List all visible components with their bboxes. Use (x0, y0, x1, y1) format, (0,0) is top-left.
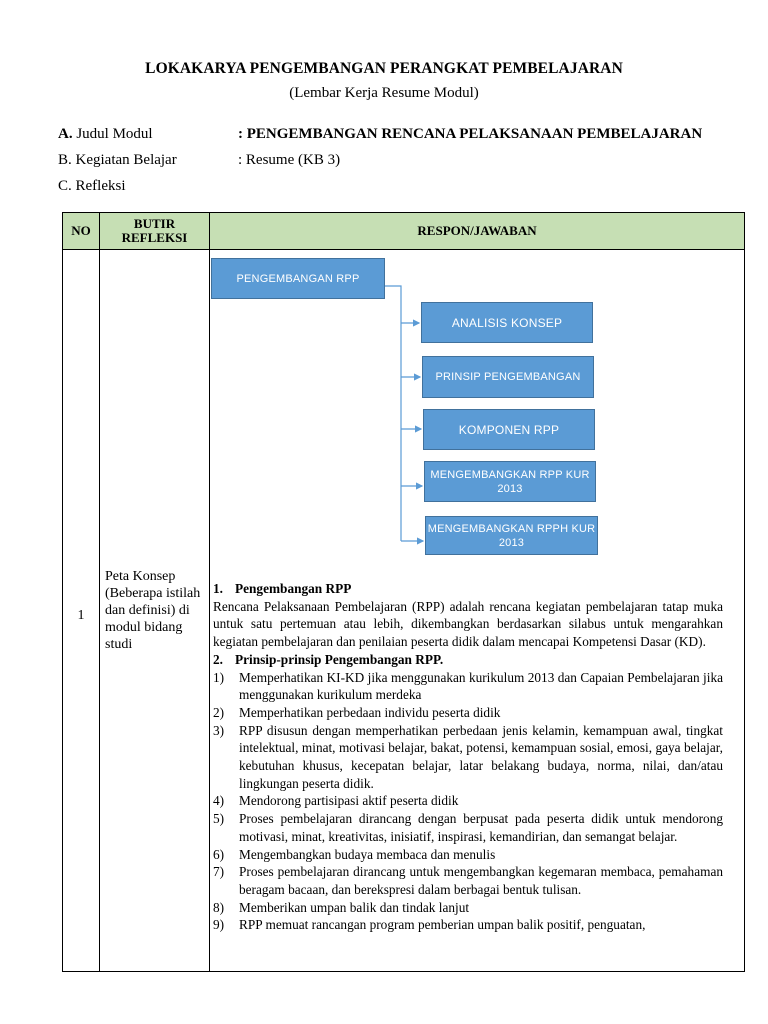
info-row-reflection (58, 178, 238, 195)
concept-child-box: KOMPONEN RPP (423, 409, 595, 450)
header-butir: BUTIR REFLEKSI (121, 216, 188, 245)
reflection-table (62, 212, 745, 972)
header-respon: RESPON/JAWABAN (417, 223, 537, 238)
row-number: 1 (77, 608, 85, 623)
info-value: : PENGEMBANGAN RENCANA PELAKSANAAN PEMBELAJARAN (238, 126, 703, 142)
info-label: Judul Modul (76, 126, 153, 142)
info-row-activity (58, 152, 340, 169)
info-row-module-title (58, 126, 702, 143)
document-subtitle: (Lembar Kerja Resume Modul) (289, 85, 479, 101)
principles-list (213, 669, 723, 935)
list-item: 2) Memperhatikan perbedaan individu peserta didik (213, 704, 501, 720)
header-no: NO (71, 223, 91, 238)
concept-child-box: MENGEMBANGKAN RPPH KUR 2013 (425, 516, 598, 555)
list-item: 7) Proses pembelajaran dirancang untuk mengembangkan kegemaran membaca, pemahaman beragam bacaan, dan berekspresi dalam berbagai bentuk tulisan. (213, 864, 723, 897)
list-item: 3) RPP disusun dengan memperhatikan perbedaan jenis kelamin, kemampuan awal, tingkat intelektual, minat, motivasi belajar, bakat, potensi, kemampuan sosial, emosi, gaya belajar, kebutuhan khusus, kecepatan belajar, latar belakang budaya, norma, nilai, dan/atau lingkungan peserta didik. (213, 722, 723, 791)
list-item: 1) Memperhatikan KI-KD jika menggunakan kurikulum 2013 dan Capaian Pembelajaran jika menggunakan kurikulum merdeka (213, 669, 723, 703)
list-item: 9) RPP memuat rancangan program pemberian umpan balik positif, penguatan, (213, 917, 646, 933)
section-paragraph: Rencana Pelaksanaan Pembelajaran (RPP) adalah rencana kegiatan pembelajaran tatap muka untuk satu pertemuan atau lebih, dikembangkan berdasarkan silabus untuk mengarahkan kegiatan pembelajaran dan penilaian peserta didik dalam mencapai Kompetensi Dasar (KD). (213, 598, 723, 650)
info-letter: B. (58, 152, 72, 168)
info-letter: C. (58, 178, 72, 194)
row-butir: Peta Konsep (Beberapa istilah dan definisi) di modul bidang studi (105, 569, 201, 652)
section-heading: 1. Pengembangan RPP (213, 581, 352, 596)
list-item: 4) Mendorong partisipasi aktif peserta didik (213, 793, 459, 809)
concept-child-box: MENGEMBANGKAN RPP KUR 2013 (424, 461, 596, 502)
info-label: Refleksi (75, 178, 126, 194)
info-letter: A. (58, 126, 73, 142)
concept-root-box: PENGEMBANGAN RPP (211, 258, 385, 299)
document-title: LOKAKARYA PENGEMBANGAN PERANGKAT PEMBELAJARAN (145, 60, 623, 77)
connector-trunk (385, 286, 401, 541)
concept-child-box: PRINSIP PENGEMBANGAN (422, 356, 594, 398)
list-item: 5) Proses pembelajaran dirancang dengan berpusat pada peserta didik untuk mendorong motivasi, minat, kreativitas, inisiatif, inspirasi, kemandirian, dan semangat belajar. (213, 811, 723, 844)
section-heading: 2. Prinsip-prinsip Pengembangan RPP. (213, 651, 444, 667)
concept-child-box: ANALISIS KONSEP (421, 302, 593, 343)
list-item: 6) Mengembangkan budaya membaca dan menulis (213, 846, 496, 862)
info-value: : Resume (KB 3) (238, 152, 341, 168)
info-label: Kegiatan Belajar (75, 152, 177, 168)
answer-content (213, 580, 723, 934)
list-item: 8) Memberikan umpan balik dan tindak lanjut (213, 899, 470, 915)
